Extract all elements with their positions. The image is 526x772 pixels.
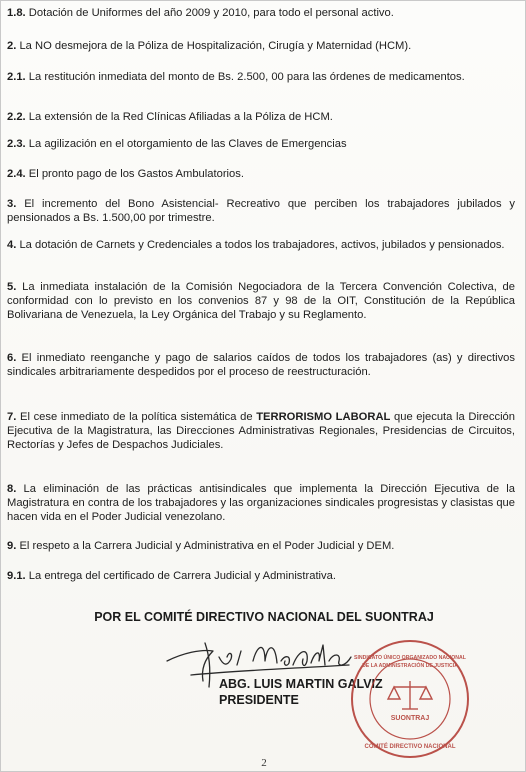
svg-text:DE LA ADMINISTRACIÓN DE JUSTIC: DE LA ADMINISTRACIÓN DE JUSTICIA — [362, 663, 458, 669]
list-item: 8. La eliminación de las prácticas antisindicales que implementa la Dirección Ejecutiva de la Magistratura en contra de los trabajadores y las organizaciones sindicales progresistas y clasistas que hacen vida en el Poder Judicial venezolano. — [7, 483, 515, 524]
list-item: 3. El incremento del Bono Asistencial- Recreativo que perciben los trabajadores jubilados y pensionados a Bs. 1.500,00 por trimestre. — [7, 198, 515, 225]
signatory-title: PRESIDENTE — [219, 693, 299, 707]
emphasis-text: TERRORISMO LABORAL — [256, 411, 391, 423]
list-item: 6. El inmediato reenganche y pago de salarios caídos de todos los trabajadores (as) y directivos sindicales arbitrariamente despedidos por el proceso de reestructuración. — [7, 352, 515, 379]
svg-text:SUONTRAJ: SUONTRAJ — [390, 715, 430, 722]
suontraj-seal-stamp — [348, 637, 472, 761]
list-item: 2.2. La extensión de la Red Clínicas Afiliadas a la Póliza de HCM. — [7, 111, 333, 123]
signatory-name: ABG. LUIS MARTIN GALVIZ — [219, 677, 383, 691]
committee-heading: POR EL COMITÉ DIRECTIVO NACIONAL DEL SUONTRAJ — [94, 610, 434, 624]
list-item: 5. La inmediata instalación de la Comisión Negociadora de la Tercera Convención Colectiva, de conformidad con lo previsto en los convenios 87 y 98 de la OIT, Constitución de la República Bolivariana de Venezuela, la Ley Orgánica del Trabajo y su Reglamento. — [7, 281, 515, 322]
list-item: 9. El respeto a la Carrera Judicial y Administrativa en el Poder Judicial y DEM. — [7, 540, 395, 552]
page-number: 2 — [261, 757, 267, 769]
list-item: 1.8. Dotación de Uniformes del año 2009 y 2010, para todo el personal activo. — [7, 7, 394, 19]
list-item: 9.1. La entrega del certificado de Carrera Judicial y Administrativa. — [7, 570, 336, 582]
svg-text:COMITÉ DIRECTIVO NACIONAL: COMITÉ DIRECTIVO NACIONAL — [364, 744, 456, 750]
list-item: 2.1. La restitución inmediata del monto de Bs. 2.500, 00 para las órdenes de medicamentos. — [7, 71, 465, 83]
list-item: 2.4. El pronto pago de los Gastos Ambulatorios. — [7, 168, 244, 180]
list-item: 2. La NO desmejora de la Póliza de Hospitalización, Cirugía y Maternidad (HCM). — [7, 40, 412, 52]
list-item: 2.3. La agilización en el otorgamiento de las Claves de Emergencias — [7, 138, 347, 150]
svg-text:SINDICATO ÚNICO ORGANIZADO NAC: SINDICATO ÚNICO ORGANIZADO NACIONAL — [354, 655, 466, 661]
list-item: 4. La dotación de Carnets y Credenciales a todos los trabajadores, activos, jubilados y pensionados. — [7, 239, 505, 251]
list-item: 7. El cese inmediato de la política sistemática de TERRORISMO LABORAL que ejecuta la Dirección Ejecutiva de la Magistratura, las Direcciones Administrativas Regionales, Presidencias de Circuitos, Rectorías y Jefes de Despachos Judiciales. — [7, 411, 515, 452]
